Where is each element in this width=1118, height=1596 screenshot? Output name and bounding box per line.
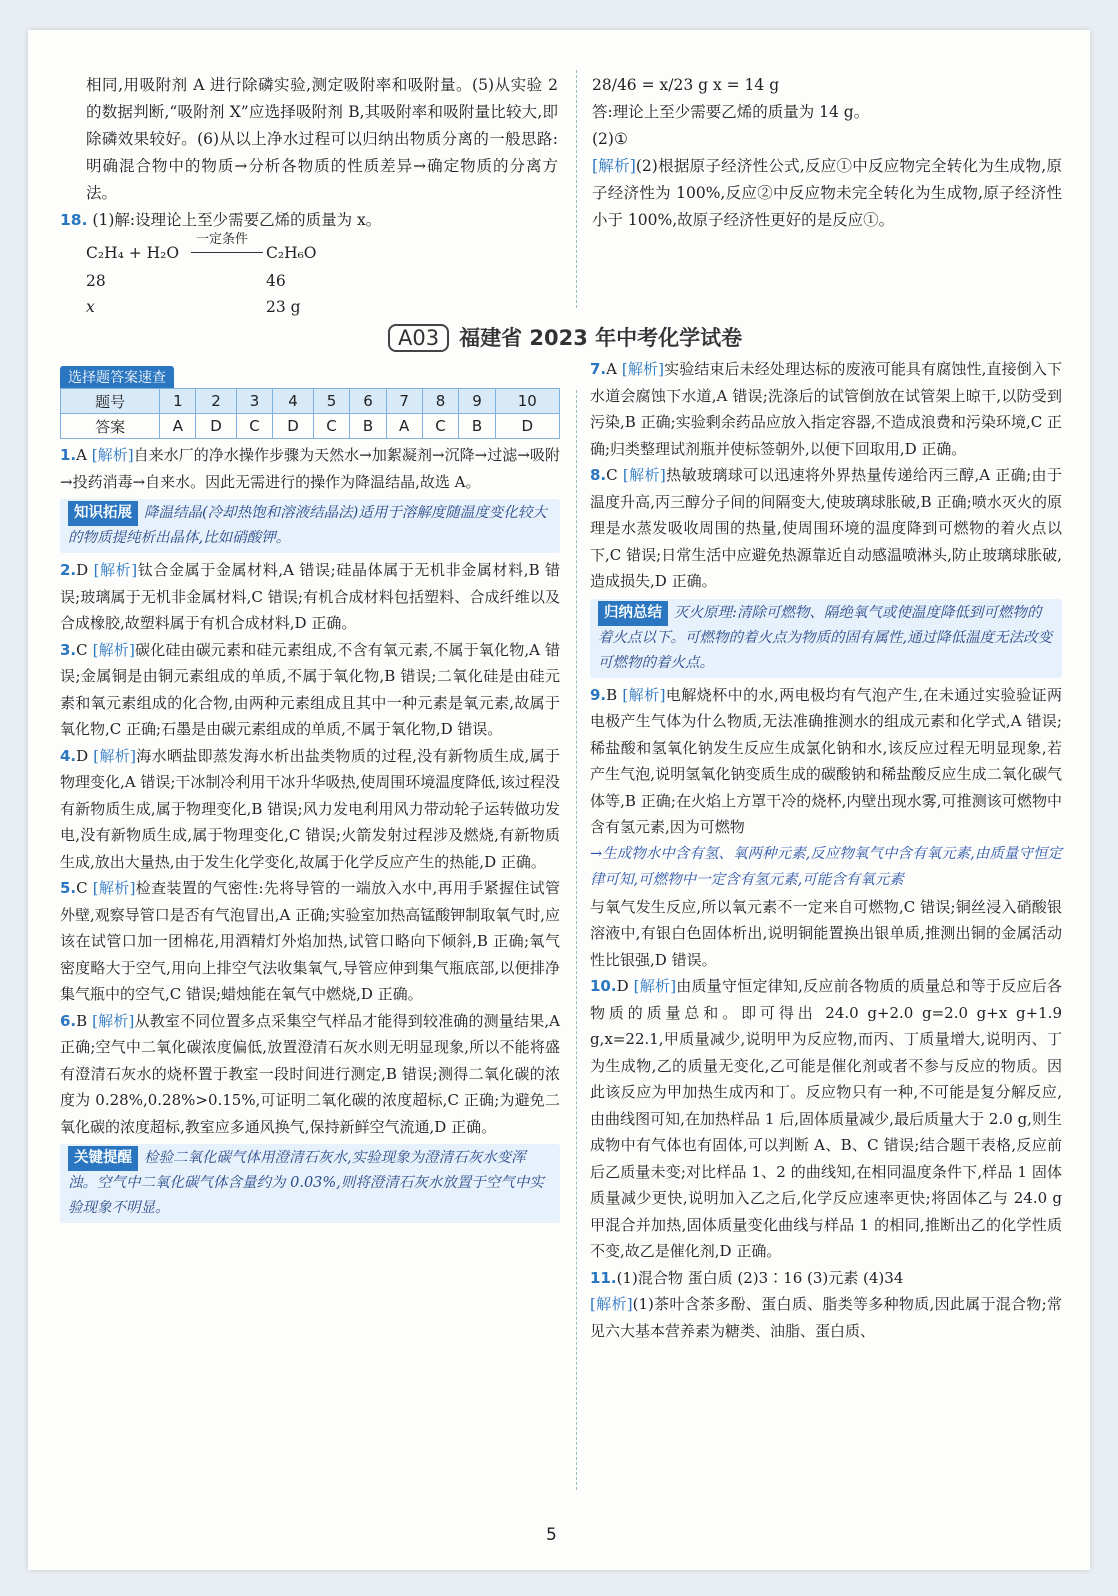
answer-cell: B: [350, 414, 386, 439]
equation-right: C₂H₆O: [266, 244, 317, 262]
item-number: 8.: [590, 466, 607, 484]
analysis-tag: [解析]: [590, 1295, 633, 1313]
question-row: [61, 389, 560, 414]
item-text: 由质量守恒定律知,反应前各物质的质量总和等于反应后各物质的质量总和。即可得出 24.0 g+2.0 g=2.0 g+x g+1.9 g,x=22.1,甲质量减少,说明甲为反应物,而丙、丁质量增大,说明丙、丁为生成物,乙的质量无变化,乙可能是催化剂或者不参与反应的物质。因此该反应为甲加热生成丙和丁。反应物只有一种,不可能是复分解反应,由曲线图可知,在加热样品 1 后,固体质量减少,最后质量大于 2.0 g,则生成物中有气体也有固体,可以判断 A、B、C 错误;结合题干表格,反应前后乙质量未变;对比样品 1、2 的曲线知,在相同温度条件下,样品 1 固体质量减少更快,说明加入乙之后,化学反应速率更快;将固体乙与 24.0 g 甲混合并加热,固体质量变化曲线与样品 1 的相同,推断出乙的化学性质不变,故乙是催化剂,D 正确。: [590, 977, 1062, 1260]
document-page: [28, 30, 1090, 1570]
item-answer: B: [606, 685, 618, 704]
item-number: 1.: [60, 446, 77, 464]
question-18-text: (1)解:设理论上至少需要乙烯的质量为 x。: [92, 211, 382, 229]
question-cell: 5: [313, 389, 350, 414]
box-label: 归纳总结: [598, 601, 668, 626]
analysis-tag: [解析]: [592, 157, 636, 175]
answer-cell: C: [422, 414, 459, 439]
equation-condition: 一定条件: [196, 232, 249, 247]
mass-row-2: [86, 294, 558, 320]
item-6: [60, 1008, 560, 1141]
item-answer: C: [76, 640, 88, 659]
analysis-tag: [解析]: [92, 1011, 135, 1030]
question-cell: 9: [459, 389, 495, 414]
analysis-tag: [解析]: [622, 685, 666, 704]
item-text: 检查装置的气密性:先将导管的一端放入水中,再用手紧握住试管外壁,观察导管口是否有气泡冒出,A 正确;实验室加热高锰酸钾制取氧气时,应该在试管口加一团棉花,用酒精灯外焰加热,试管口略向下倾斜,B 正确;氧气密度略大于空气,用向上排空气法收集氧气,导管应伸到集气瓶底部,以便排净集气瓶中的空气,C 错误;蜡烛能在氧气中燃烧,D 正确。: [60, 879, 560, 1003]
top-left-column: [60, 72, 558, 320]
summary-box: [590, 599, 1062, 678]
given-mass: 23 g: [266, 298, 301, 316]
item-answer: B: [76, 1011, 88, 1030]
analysis-tag: [解析]: [622, 466, 666, 484]
right-column: [590, 356, 1062, 1344]
box-label: 关键提醒: [68, 1146, 138, 1171]
answer-line: 答:理论上至少需要乙烯的质量为 14 g。: [592, 103, 870, 121]
item-number: 6.: [60, 1011, 77, 1030]
item-text: 实验结束后未经处理达标的废液可能具有腐蚀性,直接倒入下水道会腐蚀下水道,A 错误;洗涤后的试管倒放在试管架上晾干,以防受到污染,B 正确;实验剩余药品应放入指定容器,不造成浪费和污染环境,C 正确;归类整理试剂瓶并使标签朝外,以便下回取用,D 正确。: [590, 360, 1062, 458]
analysis-tag: [解析]: [92, 640, 135, 659]
item-number: 10.: [590, 977, 617, 995]
quick-check-title: 选择题答案速查: [60, 366, 174, 388]
part-2: (2)①: [592, 130, 628, 148]
item-answer: C: [76, 879, 88, 897]
item-text: 从教室不同位置多点采集空气样品才能得到较准确的测量结果,A 正确;空气中二氧化碳浓度偏低,放置澄清石灰水则无明显现象,所以不能将盛有澄清石灰水的烧杯置于教室一段时间进行测定,B 错误;测得二氧化碳的浓度为 0.28%,0.28%>0.15%,可证明二氧化碳的浓度超标,C 正确;为避免二氧化碳的浓度超标,教室应多通风换气,保持新鲜空气流通,D 正确。: [60, 1011, 560, 1136]
box-text: 降温结晶(冷却热饱和溶液结晶法)适用于溶解度随温度变化较大的物质提纯析出晶体,比如硝酸钾。: [68, 505, 547, 546]
item-text: 电解烧杯中的水,两电极均有气泡产生,在未通过实验验证两电极产生气体为什么物质,无法准确推测水的组成元素和化学式,A 错误;稀盐酸和氢氧化钠发生反应生成氯化钠和水,该反应过程无明显现象,若产生气泡,说明氢氧化钠变质生成的碳酸钠和稀盐酸反应生成二氧化碳气体等,B 正确;在火焰上方罩干冷的烧杯,内壁出现水雾,可推测该可燃物中含有氢元素,因为可燃物: [590, 685, 1062, 836]
question-cell: 7: [386, 389, 422, 414]
ratio-equation: 28/46 = x/23 g x = 14 g: [592, 76, 780, 94]
answer-cell: B: [459, 414, 495, 439]
item-answer: A: [606, 360, 617, 378]
item-text: 热敏玻璃球可以迅速将外界热量传递给丙三醇,A 正确;由于温度升高,丙三醇分子间的间隔变大,使玻璃球胀破,B 正确;喷水灭火的原理是水蒸发吸收周围的热量,使周围环境的温度降到可燃物的着火点以下,C 错误;日常生活中应避免热源靠近自动感温喷淋头,防止玻璃球胀破,造成损失,D 正确。: [590, 466, 1062, 590]
item-3: [60, 637, 560, 743]
analysis-text: (2)根据原子经济性公式,反应①中反应物完全转化为生成物,原子经济性为 100%,反应②中反应物未完全转化为生成物,原子经济性小于 100%,故原子经济性更好的是反应①。: [592, 157, 1062, 229]
item-answer: D: [76, 561, 89, 579]
question-cell: 8: [422, 389, 459, 414]
question-18: [60, 207, 558, 234]
item-number: 9.: [590, 685, 607, 704]
item-text: 自来水厂的净水操作步骤为天然水→加絮凝剂→沉降→过滤→吸附→投药消毒→自来水。因此无需进行的操作为降温结晶,故选 A。: [60, 446, 560, 491]
answer-cell: C: [236, 414, 273, 439]
analysis-18: [592, 153, 1062, 234]
item-number: 3.: [60, 640, 77, 659]
item-answer: A: [76, 446, 87, 464]
section-title-text: 福建省 2023 年中考化学试卷: [459, 326, 743, 350]
item-4: [60, 743, 560, 876]
analysis-tag: [解析]: [92, 879, 136, 897]
item-text: 钛合金属于金属材料,A 错误;硅晶体属于无机非金属材料,B 错误;玻璃属于无机非金属材料,C 错误;有机合成材料包括塑料、合成纤维以及合成橡胶,故塑料属于有机合成材料,D 正确。: [60, 561, 560, 632]
answer-cell: D: [273, 414, 313, 439]
analysis-text: (1)茶叶含茶多酚、蛋白质、脂类等多种物质,因此属于混合物;常见六大基本营养素为糖类、油脂、蛋白质、: [590, 1295, 1062, 1340]
item-7: [590, 356, 1062, 462]
item-number: 4.: [60, 746, 77, 765]
unknown-x: x: [86, 298, 95, 316]
item-10: [590, 973, 1062, 1265]
answer-cell: D: [196, 414, 236, 439]
item-text: 碳化硅由碳元素和硅元素组成,不含有氧元素,不属于氧化物,A 错误;金属铜是由铜元素组成的单质,不属于氧化物,B 错误;二氧化硅是由硅元素和氧元素组成的化合物,由两种元素组成且其中一种元素是氧元素,故属于氧化物,C 正确;石墨是由碳元素组成的单质,不属于氧化物,D 错误。: [60, 640, 560, 738]
knowledge-box: [60, 499, 560, 553]
mass-c2h6o: 46: [266, 272, 286, 290]
question-cell: 1: [160, 389, 196, 414]
answer-row: [61, 414, 560, 439]
analysis-tag: [解析]: [91, 446, 134, 464]
top-right-column: [592, 72, 1062, 234]
mass-row-1: [86, 268, 558, 294]
box-text: 灭火原理:清除可燃物、隔绝氧气或使温度降低到可燃物的着火点以下。可燃物的着火点为物质的固有属性,通过降低温度无法改变可燃物的着火点。: [598, 604, 1053, 671]
analysis-tag: [解析]: [93, 561, 138, 579]
item-number: 2.: [60, 561, 77, 579]
section-title: [388, 322, 948, 352]
column-divider-bottom: [576, 390, 577, 1490]
item-9-continued: 与氧气发生反应,所以氧元素不一定来自可燃物,C 错误;铜丝浸入硝酸银溶液中,有银白色固体析出,说明铜能置换出银单质,推测出铜的金属活动性比银强,D 错误。: [590, 897, 1062, 969]
box-label: 知识拓展: [68, 501, 138, 526]
chemical-equation: [86, 232, 558, 268]
section-code: A03: [388, 324, 449, 352]
equation-left: C₂H₄ + H₂O: [86, 244, 180, 262]
question-cell: 3: [236, 389, 273, 414]
answer-quick-check: [60, 366, 560, 439]
answer-cell: A: [386, 414, 422, 439]
question-cell: 2: [196, 389, 236, 414]
item-2: [60, 557, 560, 637]
item-text: (1)混合物 蛋白质 (2)3∶16 (3)元素 (4)34: [616, 1268, 904, 1287]
answer-cell: A: [160, 414, 196, 439]
key-reminder-box: [60, 1144, 560, 1223]
item-number: 11.: [590, 1268, 617, 1287]
question-cell: 10: [495, 389, 559, 414]
row-label: 题号: [61, 389, 160, 414]
mass-c2h4: 28: [86, 272, 106, 290]
item-number: 5.: [60, 879, 77, 897]
question-number: 18.: [60, 211, 88, 229]
item-answer: C: [606, 466, 618, 484]
item-5: [60, 875, 560, 1008]
item-9: [590, 682, 1062, 841]
item-11: [590, 1265, 1062, 1292]
page-number: 5: [546, 1525, 557, 1545]
item-11-analysis: [590, 1291, 1062, 1344]
item-1: [60, 442, 560, 495]
analysis-tag: [解析]: [93, 746, 136, 765]
question-cell: 4: [273, 389, 313, 414]
item-text: 海水晒盐即蒸发海水析出盐类物质的过程,没有新物质生成,属于物理变化,A 错误;干冰制冷利用干冰升华吸热,使周围环境温度降低,该过程没有新物质生成,属于物理变化,B 错误;风力发电利用风力带动轮子运转做功发电,没有新物质生成,属于物理变化,C 错误;火箭发射过程涉及燃烧,有新物质生成,放出大量热,由于发生化学变化,故属于化学反应产生的热能,D 正确。: [60, 746, 560, 871]
row-label: 答案: [61, 414, 160, 439]
answer-table: [60, 388, 560, 439]
item-number: 7.: [590, 360, 607, 378]
equation-arrow-line: [191, 252, 263, 253]
answer-cell: C: [313, 414, 350, 439]
column-divider-top: [576, 70, 577, 308]
answer-cell: D: [495, 414, 559, 439]
analysis-tag: [解析]: [633, 977, 677, 995]
item-answer: D: [76, 746, 89, 765]
question-cell: 6: [350, 389, 386, 414]
box-text: 检验二氧化碳气体用澄清石灰水,实验现象为澄清石灰水变浑浊。空气中二氧化碳气体含量约为 0.03%,则将澄清石灰水放置于空气中实验现象不明显。: [68, 1150, 544, 1216]
item-8: [590, 462, 1062, 595]
handwritten-note: →生成物水中含有氢、氧两种元素,反应物氧气中含有氧元素,由质量守恒定律可知,可燃物中一定含有氢元素,可能含有氧元素: [590, 845, 1062, 888]
item-answer: D: [616, 977, 629, 995]
left-column: [60, 442, 560, 1227]
paragraph-continued: 相同,用吸附剂 A 进行除磷实验,测定吸附率和吸附量。(5)从实验 2 的数据判断,“吸附剂 X”应选择吸附剂 B,其吸附率和吸附量比较大,即除磷效果较好。(6)从以上净水过程可以归纳出物质分离的一般思路:明确混合物中的物质→分析各物质的性质差异→确定物质的分离方法。: [86, 76, 558, 202]
analysis-tag: [解析]: [621, 360, 664, 378]
